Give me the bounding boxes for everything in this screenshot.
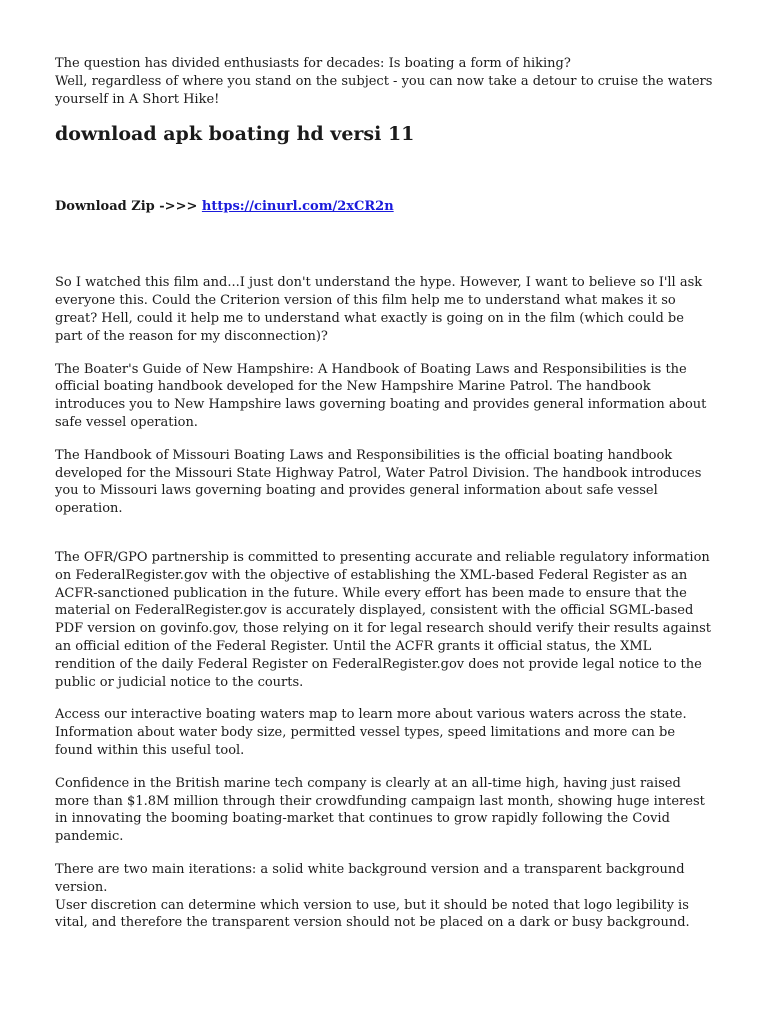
document-page xyxy=(55,55,715,932)
download-label: Download Zip ->>> xyxy=(55,199,202,215)
closing-line-2: User discretion can determine which version to use, but it should be noted that logo legibility is vital, and therefore the transparent version should not be placed on a dark or busy background. xyxy=(55,897,690,931)
paragraph-missouri-handbook: The Handbook of Missouri Boating Laws and Responsibilities is the official boating handbook developed for the Missouri State Highway Patrol, Water Patrol Division. The handbook introduces you to Missouri laws governing boating and provides general information about safe vessel operation. xyxy=(55,447,702,517)
closing-line-1: There are two main iterations: a solid white background version and a transparent background version. xyxy=(55,861,685,895)
paragraph-waters-map: Access our interactive boating waters map to learn more about various waters across the state. Information about water body size, permitted vessel types, speed limitations and more can be found within this useful tool. xyxy=(55,707,687,758)
paragraph-film-question: So I watched this film and...I just don't understand the hype. However, I want to believe so I'll ask everyone this. Could the Criterion version of this film help me to understand what makes it so great? Hell, could it help me to understand what exactly is going on in the film (which could be part of the reason for my disconnection)? xyxy=(55,275,703,344)
intro-paragraph xyxy=(55,55,715,108)
paragraph-marine-tech: Confidence in the British marine tech company is clearly at an all-time high, having just raised more than $1.8M million through their crowdfunding campaign last month, showing huge interest in innovating the booming boating-market that continues to grow rapidly following the Covid pandemic. xyxy=(55,775,705,845)
paragraph-federal-register: The OFR/GPO partnership is committed to presenting accurate and reliable regulatory information on FederalRegister.gov with the objective of establishing the XML-based Federal Register as an ACFR-sanctioned publication in the future. While every effort has been made to ensure that the material on FederalRegister.gov is accurately displayed, consistent with the official SGML-based PDF version on govinfo.gov, those relying on it for legal research should verify their results against an official edition of the Federal Register. Until the ACFR grants it official status, the XML rendition of the daily Federal Register on FederalRegister.gov does not provide legal notice to the public or judicial notice to the courts. xyxy=(55,549,711,690)
download-link[interactable]: https://cinurl.com/2xCR2n xyxy=(201,199,394,215)
intro-line-1: The question has divided enthusiasts for decades: Is boating a form of hiking? xyxy=(55,56,571,71)
intro-line-2: Well, regardless of where you stand on the subject - you can now take a detour to cruise the waters yourself in A Short Hike! xyxy=(55,73,713,107)
download-line xyxy=(55,198,715,215)
closing-paragraph xyxy=(55,861,715,932)
page-title: download apk boating hd versi 11 xyxy=(55,123,415,146)
paragraph-new-hampshire-guide: The Boater's Guide of New Hampshire: A Handbook of Boating Laws and Responsibilities is the official boating handbook developed for the New Hampshire Marine Patrol. The handbook introduces you to New Hampshire laws governing boating and provides general information about safe vessel operation. xyxy=(55,361,707,430)
